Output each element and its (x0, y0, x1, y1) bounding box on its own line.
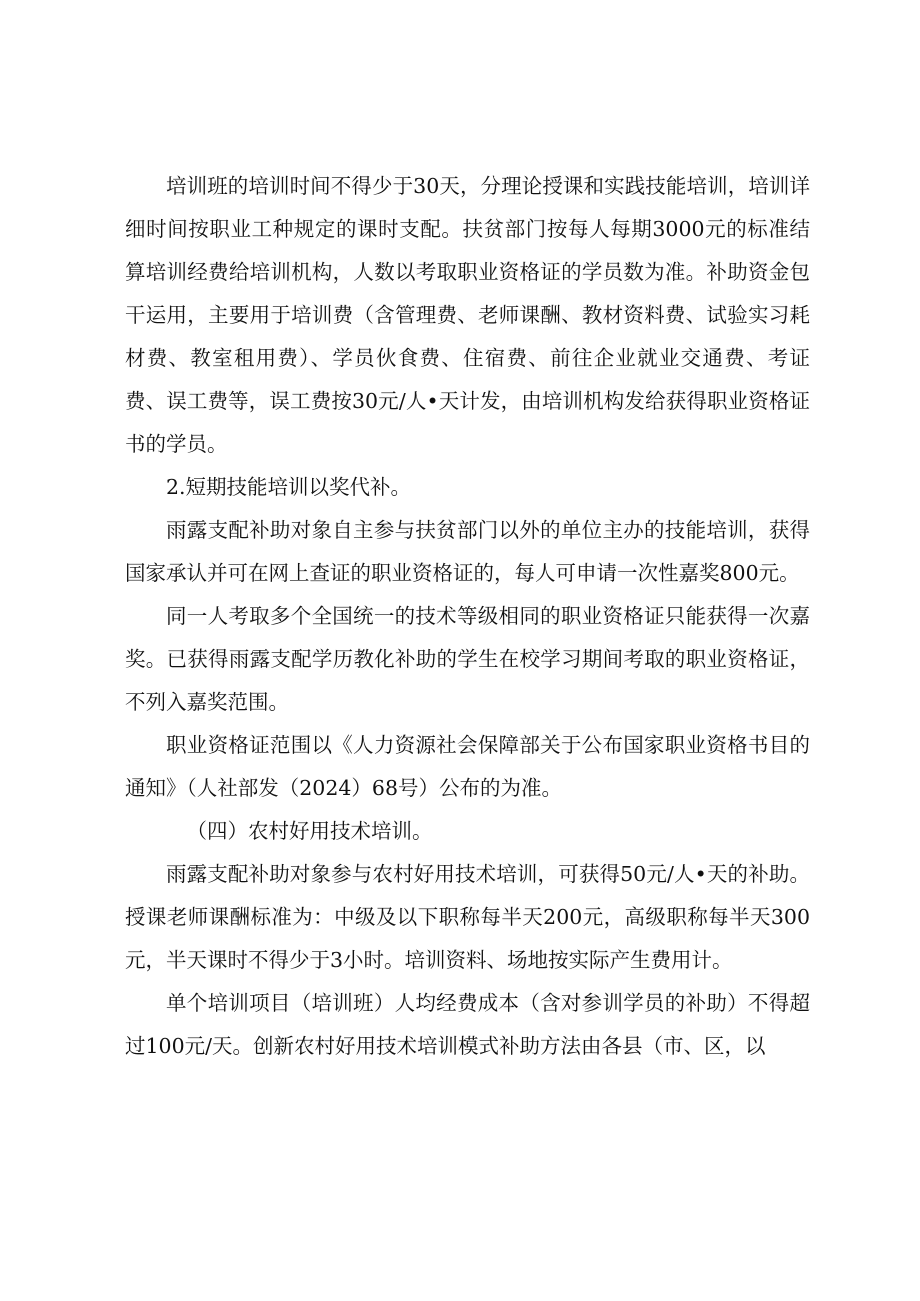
paragraph-reward-limit: 同一人考取多个全国统一的技术等级相同的职业资格证只能获得一次嘉奖。已获得雨露支配学历教化补助的学生在校学习期间考取的职业资格证，不列入嘉奖范围。 (125, 604, 810, 714)
paragraph-training-duration: 培训班的培训时间不得少于30天，分理论授课和实践技能培训，培训详细时间按职业工种规定的课时支配。扶贫部门按每人每期3000元的标准结算培训经费给培训机构，人数以考取职业资格证的学员数为准。补助资金包干运用，主要用于培训费（含管理费、老师课酬、教材资料费、试验实习耗材费、教室租用费）、学员伙食费、住宿费、前往企业就业交通费、考证费、误工费等，误工费按30元/人•天计发，由培训机构发给获得职业资格证书的学员。 (125, 174, 810, 456)
heading-short-term-training: 2.短期技能培训以奖代补。 (166, 475, 412, 499)
heading-rural-technical-training: （四）农村好用技术培训。 (186, 819, 433, 843)
paragraph-certificate-scope: 职业资格证范围以《人力资源社会保障部关于公布国家职业资格书目的通知》（人社部发（2024）68号）公布的为准。 (125, 733, 810, 800)
document-body (125, 165, 810, 1068)
paragraph-reward-eligibility: 雨露支配补助对象自主参与扶贫部门以外的单位主办的技能培训，获得国家承认并可在网上查证的职业资格证的，每人可申请一次性嘉奖800元。 (125, 518, 810, 585)
paragraph-rural-training-subsidy: 雨露支配补助对象参与农村好用技术培训，可获得50元/人•天的补助。授课老师课酬标准为：中级及以下职称每半天200元，高级职称每半天300元，半天课时不得少于3小时。培训资料、场地按实际产生费用计。 (125, 862, 810, 972)
paragraph-cost-limit: 单个培训项目（培训班）人均经费成本（含对参训学员的补助）不得超过100元/天。创新农村好用技术培训模式补助方法由各县（市、区，以 (125, 991, 810, 1058)
